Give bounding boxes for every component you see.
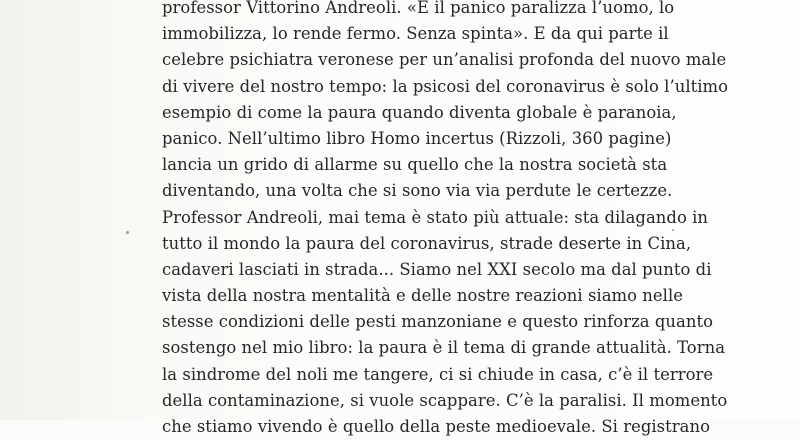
text-line: celebre psichiatra veronese per un’analisi profonda del nuovo male — [162, 50, 727, 70]
text-line: esempio di come la paura quando diventa globale è paranoia, — [162, 102, 677, 122]
text-line: stesse condizioni delle pesti manzoniane e questo rinforza quanto — [162, 312, 713, 332]
page-margin — [0, 0, 140, 420]
article-text — [162, 0, 762, 434]
text-line: della contaminazione, si vuole scappare. C’è la paralisi. Il momento — [162, 390, 728, 410]
text-line: immobilizza, lo rende fermo. Senza spinta». E da qui parte il — [162, 24, 669, 44]
text-line: sostengo nel mio libro: la paura è il tema di grande attualità. Torna — [162, 338, 726, 358]
text-line: panico. Nell’ultimo libro Homo incertus (Rizzoli, 360 pagine) — [162, 128, 672, 148]
text-line: di vivere del nostro tempo: la psicosi del coronavirus è solo l’ultimo — [162, 76, 729, 96]
text-line: che stiamo vivendo è quello della peste medioevale. Si registrano — [162, 417, 711, 436]
text-line: tutto il mondo la paura del coronavirus, strade deserte in Cina, — [162, 233, 692, 253]
text-line: la sindrome del noli me tangere, ci si chiude in casa, c’è il terrore — [162, 364, 714, 384]
scan-speck — [126, 231, 129, 234]
text-line: lancia un grido di allarme su quello che la nostra società sta — [162, 155, 668, 175]
text-line: cadaveri lasciati in strada... Siamo nel XXI secolo ma dal punto di — [162, 259, 712, 279]
text-line: professor Vittorino Andreoli. «E il panico paralizza l’uomo, lo — [162, 0, 675, 17]
text-line: diventando, una volta che si sono via via perdute le certezze. — [162, 181, 673, 201]
text-line: Professor Andreoli, mai tema è stato più attuale: sta dilagando in — [162, 207, 709, 227]
text-line: vista della nostra mentalità e delle nostre reazioni siamo nelle — [162, 286, 684, 306]
